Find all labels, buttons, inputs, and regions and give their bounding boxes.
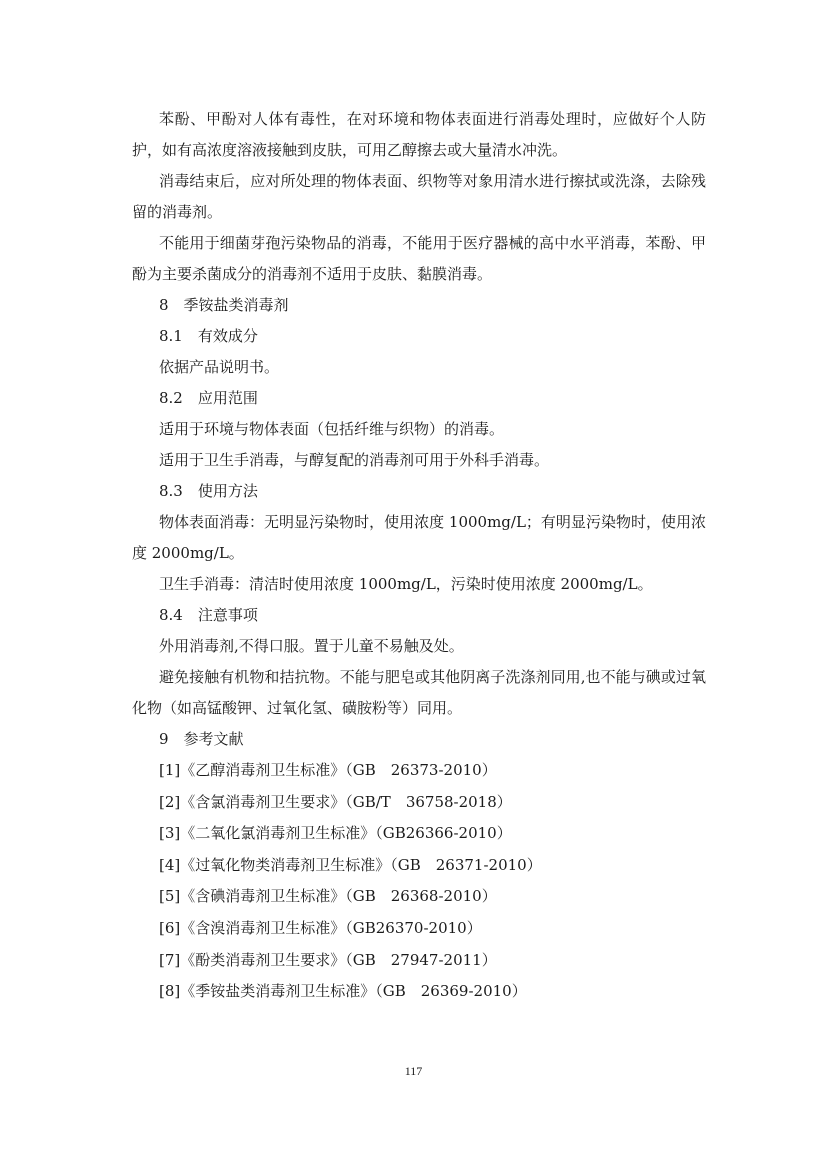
section-heading-8-2: 8.2 应用范围 bbox=[159, 389, 258, 407]
paragraph-8-3-a: 物体表面消毒：无明显污染物时，使用浓度 1000mg/L；有明显污染物时，使用浓度 2000mg/L。 bbox=[132, 513, 706, 562]
reference-item: [6]《含溴消毒剂卫生标准》（GB26370-2010） bbox=[159, 918, 482, 937]
reference-item: [1]《乙醇消毒剂卫生标准》（GB 26373-2010） bbox=[159, 761, 497, 779]
section-heading-8-1: 8.1 有效成分 bbox=[159, 327, 258, 345]
reference-item: [3]《二氧化氯消毒剂卫生标准》（GB26366-2010） bbox=[159, 824, 512, 843]
paragraph-phenol-limitations: 不能用于细菌芽孢污染物品的消毒，不能用于医疗器械的高中水平消毒，苯酚、甲酚为主要杀菌成分的消毒剂不适用于皮肤、黏膜消毒。 bbox=[132, 234, 706, 283]
document-page bbox=[132, 104, 706, 1008]
reference-item: [4]《过氧化物类消毒剂卫生标准》（GB 26371-2010） bbox=[159, 855, 542, 874]
reference-item: [2]《含氯消毒剂卫生要求》（GB/T 36758-2018） bbox=[159, 792, 512, 811]
section-heading-8-4: 8.4 注意事项 bbox=[159, 606, 258, 624]
paragraph-8-3-b: 卫生手消毒：清洁时使用浓度 1000mg/L，污染时使用浓度 2000mg/L。 bbox=[159, 575, 653, 593]
section-heading-8-3: 8.3 使用方法 bbox=[159, 482, 258, 500]
paragraph-8-2-a: 适用于环境与物体表面（包括纤维与织物）的消毒。 bbox=[159, 420, 505, 438]
paragraph-8-2-b: 适用于卫生手消毒，与醇复配的消毒剂可用于外科手消毒。 bbox=[159, 451, 550, 469]
paragraph-8-4-b: 避免接触有机物和拮抗物。不能与肥皂或其他阴离子洗涤剂同用,也不能与碘或过氧化物（如高锰酸钾、过氧化氢、磺胺粉等）同用。 bbox=[132, 668, 706, 717]
section-heading-8: 8 季铵盐类消毒剂 bbox=[159, 296, 289, 314]
paragraph-phenol-toxicity: 苯酚、甲酚对人体有毒性，在对环境和物体表面进行消毒处理时，应做好个人防护，如有高浓度溶液接触到皮肤，可用乙醇擦去或大量清水冲洗。 bbox=[132, 110, 706, 159]
paragraph-8-4-a: 外用消毒剂,不得口服。置于儿童不易触及处。 bbox=[159, 637, 464, 655]
paragraph-8-1: 依据产品说明书。 bbox=[159, 358, 280, 376]
paragraph-post-disinfection: 消毒结束后，应对所处理的物体表面、织物等对象用清水进行擦拭或洗涤，去除残留的消毒剂。 bbox=[132, 172, 706, 221]
reference-item: [7]《酚类消毒剂卫生要求》（GB 27947-2011） bbox=[159, 950, 497, 969]
reference-item: [8]《季铵盐类消毒剂卫生标准》（GB 26369-2010） bbox=[159, 982, 527, 1001]
page-number: 117 bbox=[404, 1064, 423, 1078]
section-heading-9: 9 参考文献 bbox=[159, 730, 244, 748]
reference-list bbox=[132, 755, 706, 1008]
reference-item: [5]《含碘消毒剂卫生标准》（GB 26368-2010） bbox=[159, 887, 497, 906]
